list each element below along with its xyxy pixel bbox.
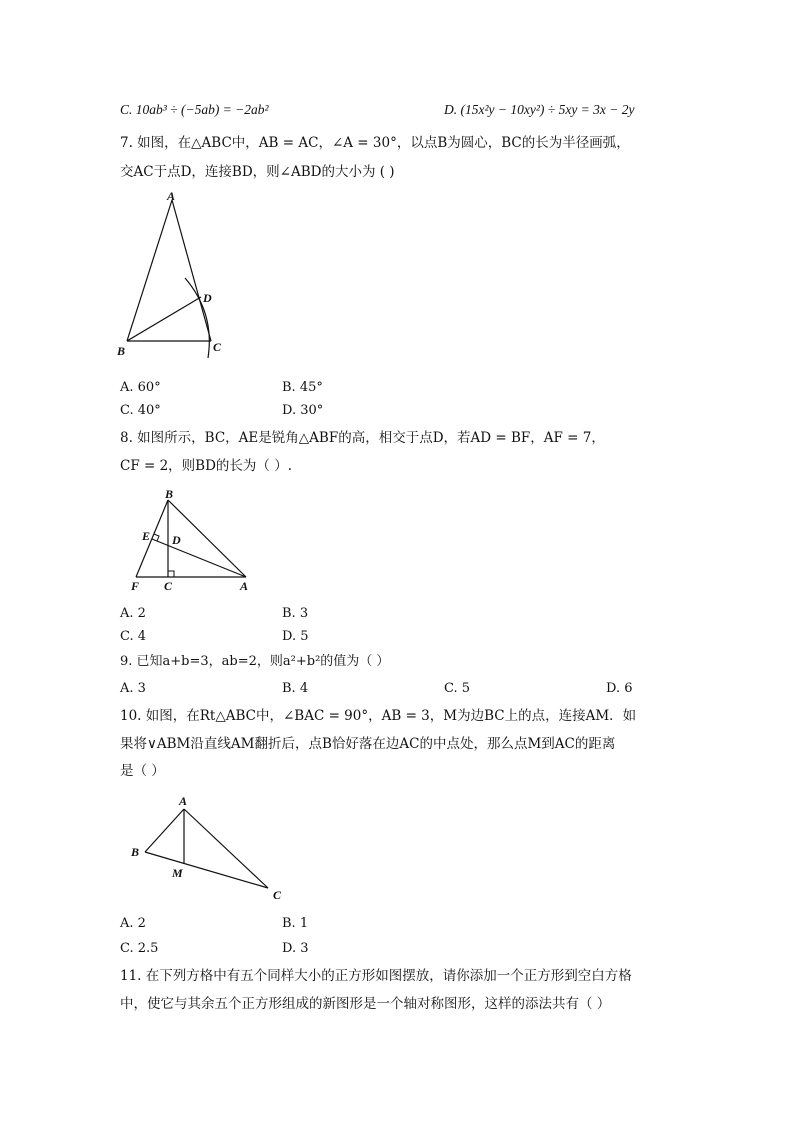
q9-option-c: C. 5: [444, 681, 471, 696]
q10-option-a: A. 2: [120, 916, 146, 931]
q6-option-d: D. (15x²y − 10xy²) ÷ 5xy = 3x − 2y: [444, 102, 635, 117]
q9-stem: 9. 已知a+b=3，ab=2，则a²+b²的值为（ ）: [120, 654, 390, 669]
q7-label-c: C: [213, 340, 222, 354]
q7-figure: [115, 188, 235, 368]
q8-label-b: B: [165, 487, 174, 501]
q8-label-a: A: [240, 579, 249, 593]
q8-label-e: E: [142, 529, 151, 543]
q7-label-a: A: [167, 189, 176, 203]
q8-option-a: A. 2: [120, 606, 146, 621]
q10-label-c: C: [273, 888, 282, 902]
q7-label-b: B: [117, 344, 126, 358]
q6-option-c: C. 10ab³ ÷ (−5ab) = −2ab²: [120, 102, 269, 117]
q7-segment-bd: [127, 297, 201, 341]
q10-option-b: B. 1: [282, 916, 309, 931]
q8-label-f: F: [131, 579, 140, 593]
q7-side-ac: [172, 200, 211, 341]
q7-stem-line2: 交AC于点D，连接BD，则∠ABD的大小为 ( ): [120, 164, 395, 180]
q8-label-c: C: [164, 579, 173, 593]
q10-stem-line1: 10. 如图，在Rt△ABC中，∠BAC = 90°，AB = 3，M为边BC上的点，连接AM．如: [120, 708, 637, 724]
q10-label-a: A: [179, 794, 188, 808]
q8-option-d: D. 5: [282, 629, 309, 644]
q8-option-c: C. 4: [120, 629, 147, 644]
q10-option-d: D. 3: [282, 941, 309, 956]
q8-stem-line1: 8. 如图所示，BC，AE是锐角△ABF的高，相交于点D，若AD = BF，AF = 7，: [120, 430, 605, 446]
q8-altitude-ae: [152, 539, 246, 577]
q8-right-angle-c: [168, 571, 174, 577]
q11-stem-line2: 中，使它与其余五个正方形组成的新图形是一个轴对称图形，这样的添法共有（ ）: [120, 996, 611, 1012]
q10-label-m: M: [172, 866, 183, 880]
q8-stem-line2: CF = 2，则BD的长为（ ）.: [120, 458, 293, 474]
q10-label-b: B: [131, 845, 140, 859]
q11-stem-line1: 11. 在下列方格中有五个同样大小的正方形如图摆放，请你添加一个正方形到空白方格: [120, 968, 632, 984]
q10-figure: [128, 790, 298, 905]
q9-option-d: D. 6: [606, 681, 633, 696]
q9-option-a: A. 3: [120, 681, 146, 696]
q7-option-d: D. 30°: [282, 403, 324, 418]
q9-option-b: B. 4: [282, 681, 309, 696]
q7-stem-line1: 7. 如图，在△ABC中，AB = AC，∠A = 30°，以点B为圆心，BC的长为半径画弧，: [120, 135, 630, 151]
q7-side-ab: [127, 200, 172, 341]
q7-label-d: D: [203, 291, 212, 305]
q10-side-ab: [145, 809, 184, 852]
q10-stem-line3: 是（ ）: [120, 763, 165, 779]
q8-option-b: B. 3: [282, 606, 309, 621]
q10-option-c: C. 2.5: [120, 941, 159, 956]
q8-side-bf: [136, 500, 168, 577]
q10-stem-line2: 果将∨ABM沿直线AM翻折后，点B恰好落在边AC的中点处，那么点M到AC的距离: [120, 736, 616, 752]
q8-label-d: D: [172, 533, 181, 547]
q8-figure: [128, 488, 258, 598]
q7-option-c: C. 40°: [120, 403, 161, 418]
q7-option-a: A. 60°: [120, 380, 161, 395]
q7-option-b: B. 45°: [282, 380, 323, 395]
